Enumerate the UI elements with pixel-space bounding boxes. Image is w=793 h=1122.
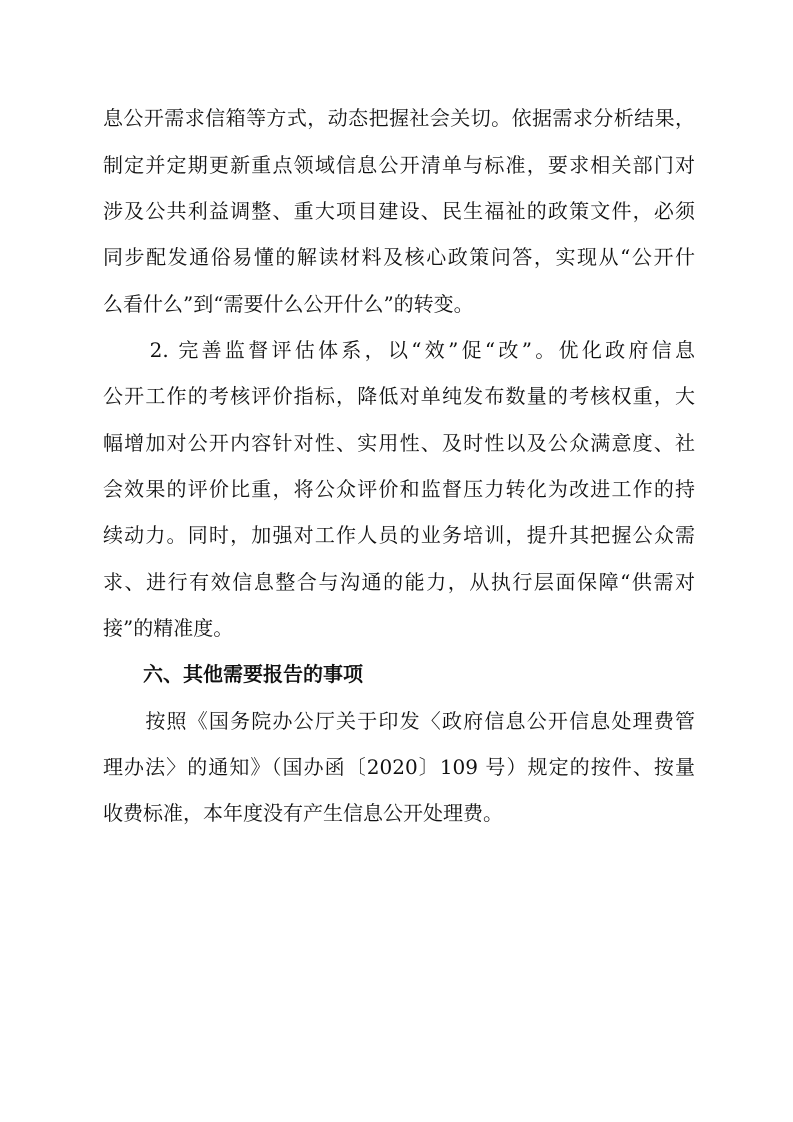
section-heading: 六、其他需要报告的事项 xyxy=(103,662,363,686)
paragraph-line: 按照《国务院办公厅关于印发〈政府信息公开信息处理费管 xyxy=(103,709,695,733)
paragraph-line: 收费标准，本年度没有产生信息公开处理费。 xyxy=(103,801,503,825)
paragraph-line: 求、进行有效信息整合与沟通的能力，从执行层面保障“供需对 xyxy=(103,570,695,594)
paragraph-line: 2. 完善监督评估体系，以“效”促“改”。优化政府信息 xyxy=(103,338,695,362)
paragraph-line: 同步配发通俗易懂的解读材料及核心政策问答，实现从“公开什 xyxy=(103,245,695,269)
paragraph-line: 理办法〉的通知》（国办函〔2020〕109 号）规定的按件、按量 xyxy=(103,755,695,779)
paragraph-line: 公开工作的考核评价指标，降低对单纯发布数量的考核权重，大 xyxy=(103,384,695,408)
paragraph-line: 幅增加对公开内容针对性、实用性、及时性以及公众满意度、社 xyxy=(103,431,695,455)
paragraph-line: 续动力。同时，加强对工作人员的业务培训，提升其把握公众需 xyxy=(103,523,695,547)
paragraph-line: 接”的精准度。 xyxy=(103,616,234,640)
paragraph-line: 息公开需求信箱等方式，动态把握社会关切。依据需求分析结果， xyxy=(103,106,695,130)
paragraph-line: 会效果的评价比重，将公众评价和监督压力转化为改进工作的持 xyxy=(103,477,695,501)
paragraph-line: 涉及公共利益调整、重大项目建设、民生福祉的政策文件，必须 xyxy=(103,199,695,223)
paragraph-line: 么看什么”到“需要什么公开什么”的转变。 xyxy=(103,292,474,316)
paragraph-line: 制定并定期更新重点领域信息公开清单与标准，要求相关部门对 xyxy=(103,153,695,177)
